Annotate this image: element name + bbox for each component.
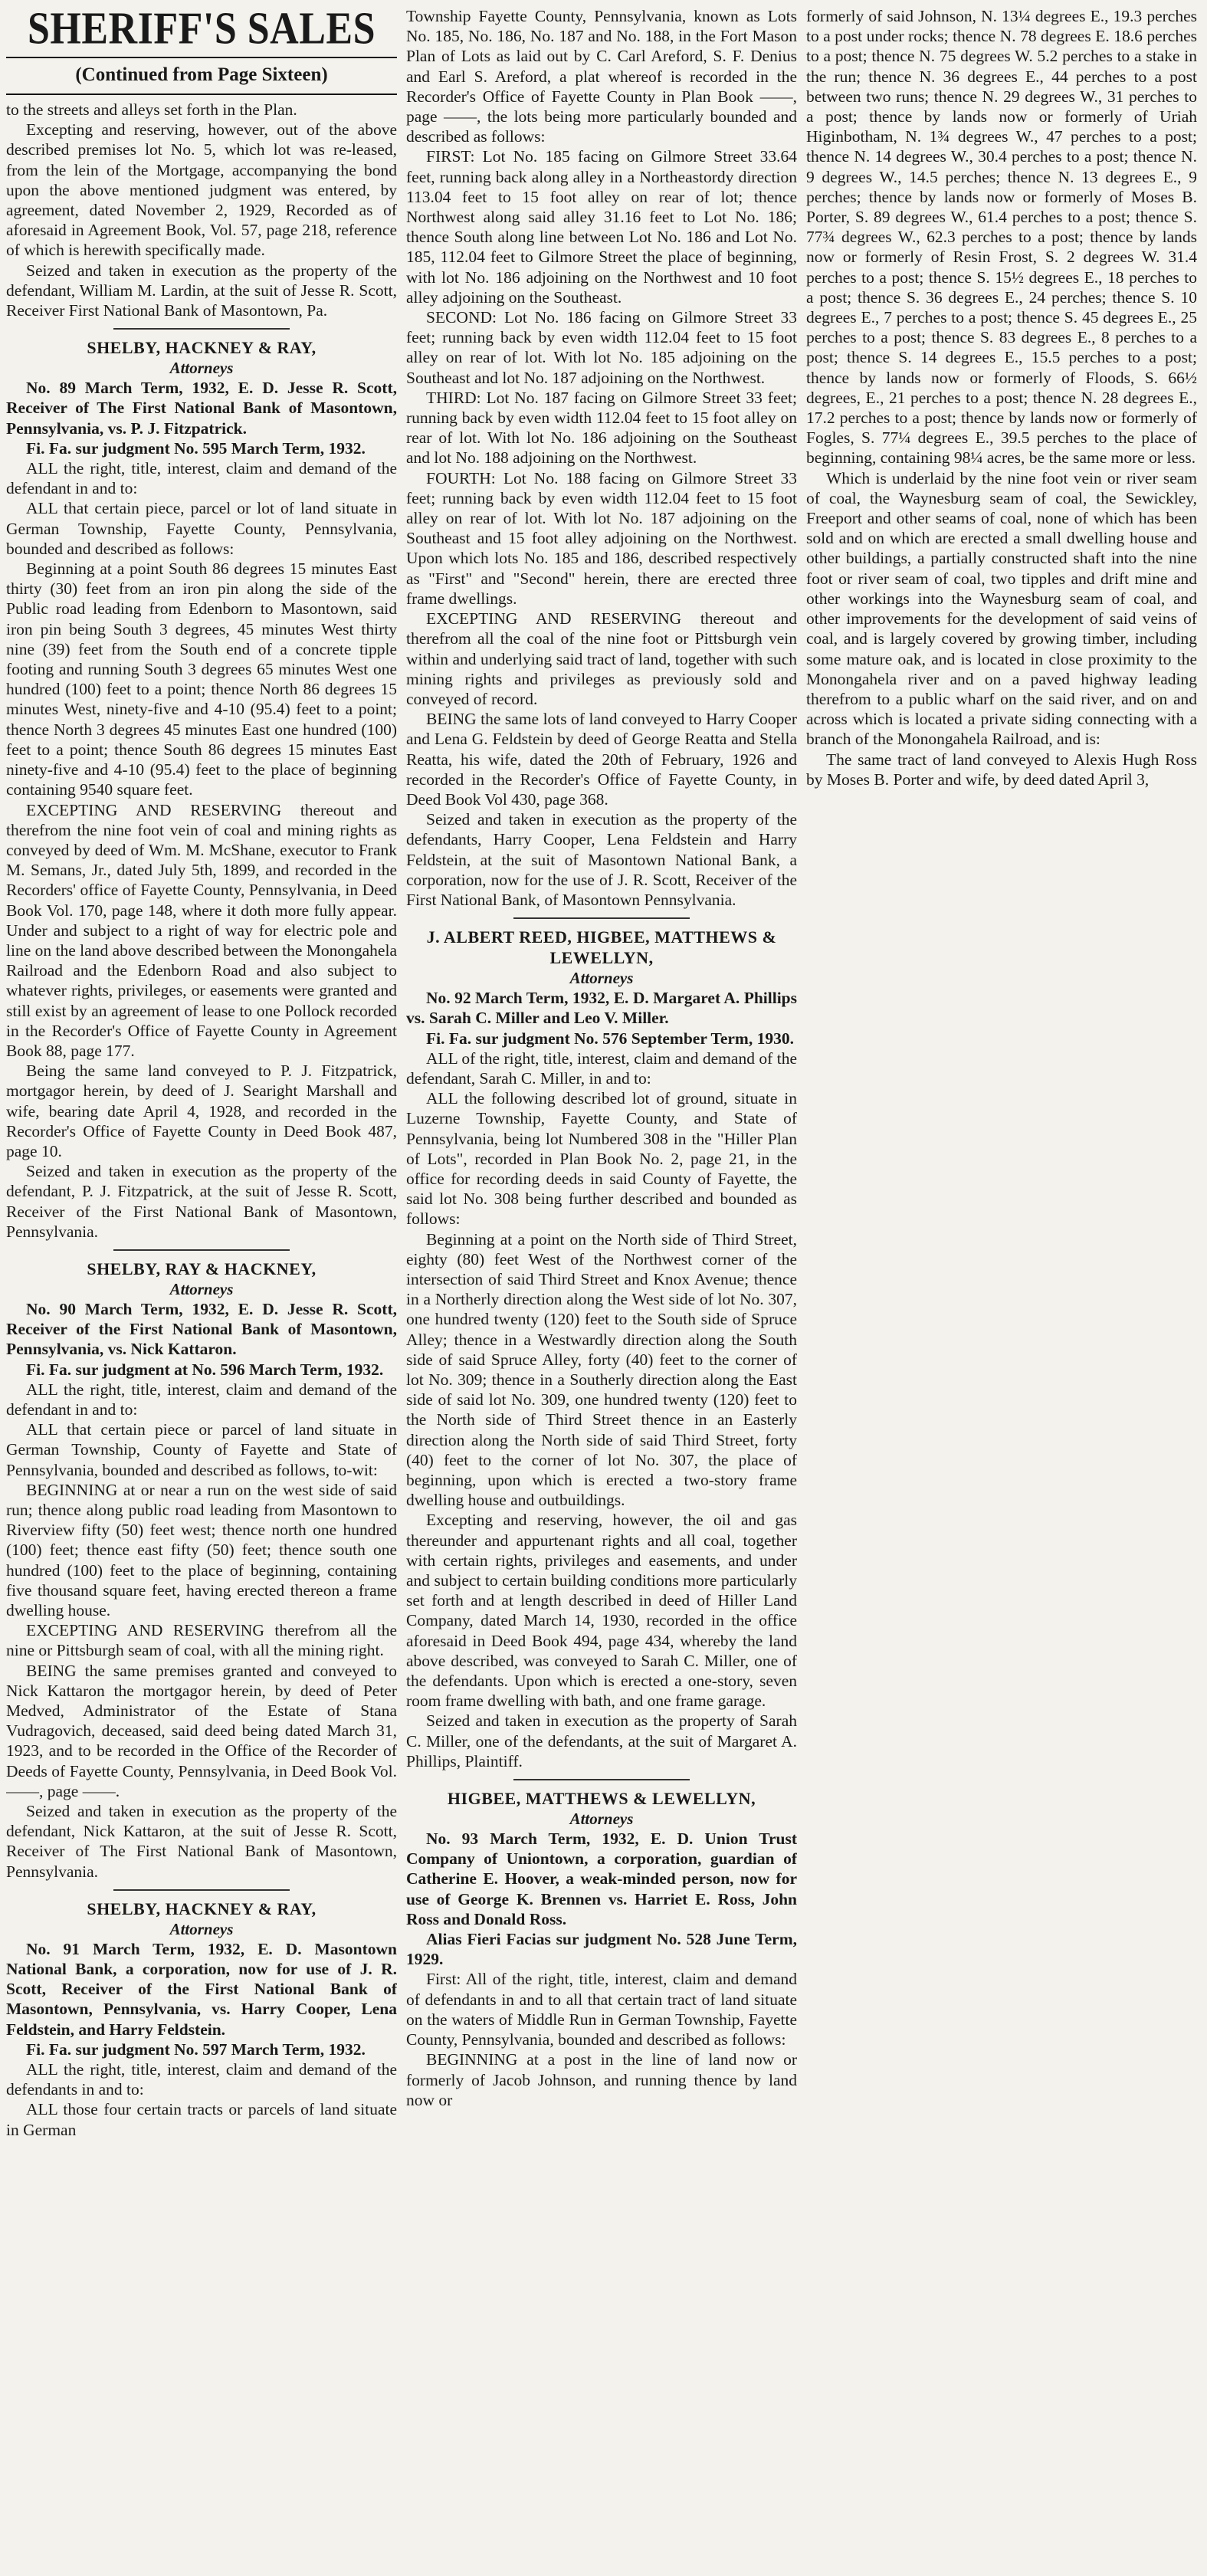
paragraph: The same tract of land conveyed to Alexis Hugh Ross by Moses B. Porter and wife, by deed dated April 3, <box>806 750 1197 789</box>
paragraph: Beginning at a point South 86 degrees 15 minutes East thirty (30) feet from an iron pin along the side of the Public road leading from Edenborn to Masontown, said iron pin being South 3 degrees, 45 minutes West thirty nine (39) feet from the South end of a concrete tipple footing and running South 3 degrees 65 minutes West one hundred (100) feet to a point; thence North 86 degrees 15 minutes West, ninety-five and 4-10 (95.4) feet to a point; thence North 3 degrees 45 minutes East one hundred (100) feet to a point; thence South 86 degrees 15 minutes East ninety-five and 4-10 (95.4) feet to the place of beginning containing 9540 square feet. <box>6 560 397 799</box>
paragraph: ALL the following described lot of ground, situate in Luzerne Township, Fayette County, and State of Pennsylvania, being lot Numbered 308 in the "Hiller Plan of Lots", recorded in Plan Book No. 2, page 21, in the office for recording deeds in said County of Fayette, the said lot No. 308 being further described and bounded as follows: <box>406 1089 797 1229</box>
attorneys-label: Attorneys <box>569 1810 634 1829</box>
writ-line: Fi. Fa. sur judgment at No. 596 March Term, 1932. <box>26 1360 384 1379</box>
paragraph: Seized and taken in execution as the property of Sarah C. Miller, one of the defendants, at the suit of Margaret A. Phillips, Plaintiff. <box>406 1711 797 1770</box>
paragraph: to the streets and alleys set forth in the Plan. <box>6 100 297 119</box>
paragraph: ALL those four certain tracts or parcels of land situate in German <box>6 2100 397 2139</box>
paragraph: ALL of the right, title, interest, claim and demand of the defendant, Sarah C. Miller, in and to: <box>406 1048 797 1088</box>
case-heading: No. 93 March Term, 1932, E. D. Union Trust Company of Uniontown, a corporation, guardian of Catherine E. Hoover, a weak-minded person, now for use of George K. Brennen vs. Harriet E. Ross, John Ross and Donald Ross. <box>406 1829 797 1928</box>
subtitle-divider <box>6 94 397 95</box>
section-divider <box>513 917 690 919</box>
case-heading: No. 90 March Term, 1932, E. D. Jesse R. Scott, Receiver of the First National Bank of Masontown, Pennsylvania, vs. Nick Kattaron. <box>6 1299 397 1359</box>
paragraph: Which is underlaid by the nine foot vein or river seam of coal, the Waynesburg seam of coal, the Sewickley, Freeport and other seams of coal, none of which has been sold and on which are erected a small dwelling house and other buildings, a partially constructed shaft into the nine foot or river seam of coal, two tipples and drift mine and other workings into the Waynesburg seam of coal, and other improvements for the development of said veins of coal, and is largely covered by growing timber, including some mature oak, and is located in close proximity to the Monongahela river and on a paved highway leading therefrom to a public wharf on the said river, and on and across which is located a private siding connecting with a branch of the Monongahela Railroad, and is: <box>806 468 1197 749</box>
case-heading: No. 89 March Term, 1932, E. D. Jesse R. Scott, Receiver of The First National Bank of Masontown, Pennsylvania, vs. P. J. Fitzpatrick. <box>6 379 397 438</box>
paragraph: Excepting and reserving, however, out of the above described premises lot No. 5, which lot was re-leased, from the lein of the Mortgage, accompanying the bond upon the above mentioned judgment was entered, by agreement, dated November 2, 1929, Recorded as of aforesaid in Agreement Book, Vol. 57, page 218, reference of which is herewith specifically made. <box>6 120 397 260</box>
firm-name: J. ALBERT REED, HIGBEE, MATTHEWS & LEWELLYN, <box>426 927 777 968</box>
firm-name: HIGBEE, MATTHEWS & LEWELLYN, <box>447 1789 756 1809</box>
case-heading: No. 92 March Term, 1932, E. D. Margaret A. Phillips vs. Sarah C. Miller and Leo V. Miller. <box>406 989 797 1028</box>
paragraph: ALL that certain piece, parcel or lot of land situate in German Township, Fayette County, Pennsylvania, bounded and described as follows: <box>6 499 397 558</box>
paragraph: FOURTH: Lot No. 188 facing on Gilmore Street 33 feet; running back by even width 112.04 feet to 15 foot alley on rear of lot. With lot No. 187 adjoining on the Southeast and 15 foot alley adjoining on the Northwest. Upon which lots No. 185 and 186, described respectively as "First" and "Second" herein, there are erected three frame dwellings. <box>406 468 797 608</box>
firm-name: SHELBY, HACKNEY & RAY, <box>87 1898 317 1918</box>
title-divider <box>6 57 397 58</box>
paragraph: SECOND: Lot No. 186 facing on Gilmore Street 33 feet; running back by even width 112.04 feet to 15 foot alley on rear of lot. With lot No. 185 adjoining on the Southeast and lot No. 187 adjoining on the Northwest. <box>406 308 797 387</box>
paragraph: First: All of the right, title, interest, claim and demand of defendants in and to all that certain tract of land situate on the waters of Middle Run in German Township, Fayette County, Pennsylvania, bounded and described as follows: <box>406 1970 797 2049</box>
paragraph: BEING the same lots of land conveyed to Harry Cooper and Lena G. Feldstein by deed of George Reatta and Stella Reatta, his wife, dated the 20th of February, 1926 and recorded in the Recorder's Office of Fayette County, in Deed Book Vol 430, page 368. <box>406 710 797 809</box>
paragraph: formerly of said Johnson, N. 13¼ degrees E., 19.3 perches to a post under rocks; thence N. 78 degrees E. 18.6 perches to a post; thence N. 75 degrees W. 5.2 perches to a stake in the run; thence N. 36 degrees E., 44 perches to a post between two runs; thence N. 29 degrees W., 31 perches to a post; thence by lands now or formerly of Uriah Higinbotham, N. 1¾ degrees W., 47 perches to a post; thence N. 14 degrees W., 30.4 perches to a post; thence N. 9 degrees W., 14.5 perches; thence N. 13 degrees E., 9 perches; thence by lands now or formerly of Moses B. Porter, S. 89 degrees W., 61.4 perches to a post; thence S. 77¾ degrees W., 62.3 perches to a post; thence by lands now or formerly of Resin Frost, S. 2 degrees W. 31.4 perches to a post; thence S. 15½ degrees E., 18 perches to a post; thence S. 36 degrees E., 24 perches; thence S. 10 degrees E., 7 perches to a post; thence S. 45 degrees E., 25 perches to a post; thence S. 83 degrees E., 8 perches to a post; thence S. 14 degrees E., 15.5 perches to a post; thence by lands now or formerly of Floods, S. 66½ degrees, E., 21 perches to a post; thence N. 28 degrees E., 17.2 perches to a post; thence by lands now or formerly of Fogles, S. 77¼ degrees E., 39.5 perches to the place of beginning, containing 98¼ acres, be the same more or less. <box>806 7 1197 468</box>
column-3 <box>806 6 1197 2576</box>
paragraph: Excepting and reserving, however, the oil and gas thereunder and appurtenant rights and all coal, together with certain rights, privileges and easements, and under and subject to certain building conditions more particularly set forth and at length described in deed of Hiller Land Company, dated March 14, 1930, recorded in the office aforesaid in Deed Book 494, page 434, whereby the land above described, was conveyed to Sarah C. Miller, one of the defendants. Upon which is erected a one-story, seven room frame dwelling with bath, and one frame garage. <box>406 1511 797 1711</box>
paragraph: Seized and taken in execution as the property of the defendant, P. J. Fitzpatrick, at the suit of Jesse R. Scott, Receiver of the First National Bank of Masontown, Pennsylvania. <box>6 1162 397 1241</box>
section-divider <box>113 1889 290 1891</box>
firm-name: SHELBY, HACKNEY & RAY, <box>87 338 317 358</box>
page-subtitle: (Continued from Page Sixteen) <box>75 64 328 85</box>
paragraph: ALL that certain piece or parcel of land situate in German Township, County of Fayette and State of Pennsylvania, bounded and described as follows, to-wit: <box>6 1420 397 1479</box>
section-divider <box>113 328 290 330</box>
section-divider <box>513 1779 690 1780</box>
writ-line: Fi. Fa. sur judgment No. 597 March Term, 1932. <box>26 2039 366 2059</box>
paragraph: BEGINNING at or near a run on the west side of said run; thence along public road leading from Masontown to Riverview fifty (50) feet west; thence north one hundred (100) feet; thence east fifty (50) feet; thence south one hundred (100) feet to the place of beginning, containing five thousand square feet, having erected thereon a frame dwelling house. <box>6 1480 397 1620</box>
page-title: SHERIFF'S SALES <box>28 6 376 54</box>
case-heading: No. 91 March Term, 1932, E. D. Masontown National Bank, a corporation, now for use of J. R. Scott, Receiver of the First National Bank of Masontown, Pennsylvania, vs. Harry Cooper, Lena Feldstein, and Harry Feldstein. <box>6 1939 397 2039</box>
section-divider <box>113 1249 290 1251</box>
paragraph: BEING the same premises granted and conveyed to Nick Kattaron the mortgagor herein, by deed of Peter Medved, Administrator of the Estate of Stana Vudragovich, deceased, said deed being dated March 31, 1923, and to be recorded in the Office of the Recorder of Deeds of Fayette County, Pennsylvania, in Deed Book Vol. ——, page ——. <box>6 1661 397 1800</box>
attorneys-label: Attorneys <box>169 1919 234 1938</box>
paragraph: Seized and taken in execution as the property of the defendants, Harry Cooper, Lena Feldstein and Harry Feldstein, at the suit of Masontown National Bank, a corporation, now for the use of J. R. Scott, Receiver of the First National Bank, of Masontown Pennsylvania. <box>406 810 797 909</box>
paragraph: Being the same land conveyed to P. J. Fitzpatrick, mortgagor herein, by deed of J. Searight Marshall and wife, bearing date April 4, 1928, and recorded in the Recorder's Office of Fayette County in Deed Book 487, page 10. <box>6 1062 397 1160</box>
paragraph: Beginning at a point on the North side of Third Street, eighty (80) feet West of the Northwest corner of the intersection of said Third Street and Knox Avenue; thence in a Northerly direction along the West side of lot No. 307, one hundred twenty (120) feet to the South side of Spruce Alley; thence in a Westwardly direction along the South side of said Spruce Alley, forty (40) feet to the corner of lot No. 309; thence in a Southerly direction along the East side of said lot No. 309, one hundred twenty (120) feet to the North side of Third Street thence in an Easterly direction along the North side of said Third Street, forty (40) feet to the corner of lot No. 307, the place of beginning, upon which is erected a two-story frame dwelling house and outbuildings. <box>406 1229 797 1510</box>
attorneys-label: Attorneys <box>169 359 234 378</box>
paragraph: Seized and taken in execution as the property of the defendant, Nick Kattaron, at the suit of Jesse R. Scott, Receiver of The First National Bank of Masontown, Pennsylvania. <box>6 1802 397 1881</box>
column-2 <box>406 6 797 2576</box>
firm-name: SHELBY, RAY & HACKNEY, <box>87 1258 317 1278</box>
attorneys-label: Attorneys <box>569 969 634 988</box>
paragraph: Seized and taken in execution as the property of the defendant, William M. Lardin, at the suit of Jesse R. Scott, Receiver First National Bank of Masontown, Pa. <box>6 261 397 320</box>
writ-line: Fi. Fa. sur judgment No. 595 March Term, 1932. <box>26 438 366 458</box>
paragraph: EXCEPTING AND RESERVING therefrom all the nine or Pittsburgh seam of coal, with all the mining right. <box>6 1621 397 1660</box>
paragraph: ALL the right, title, interest, claim and demand of the defendants in and to: <box>6 2060 397 2099</box>
paragraph: FIRST: Lot No. 185 facing on Gilmore Street 33.64 feet, running back along alley in a Northeastordy direction 113.04 feet to 15 foot alley on rear of lot; thence Northwest along said alley 31.16 feet to Lot No. 186; thence South along line between Lot No. 186 and Lot No. 185, 112.04 feet to Gilmore Street the place of beginning, with lot No. 186 adjoining on the Northwest and 10 foot alley adjoining on the Southeast. <box>406 147 797 307</box>
attorneys-label: Attorneys <box>169 1279 234 1298</box>
paragraph: Township Fayette County, Pennsylvania, known as Lots No. 185, No. 186, No. 187 and No. 188, in the Fort Mason Plan of Lots as laid out by C. Carl Areford, S. F. Denius and Earl S. Areford, a plat whereof is recorded in the Recorder's Office of Fayette County in Plan Book ——, page ——, the lots being more particularly bounded and described as follows: <box>406 7 797 146</box>
column-1 <box>6 6 397 2576</box>
paragraph: THIRD: Lot No. 187 facing on Gilmore Street 33 feet; running back by even width 112.04 feet to 15 foot alley on rear of lot. With lot No. 186 adjoining on the Southeast and lot No. 188 adjoining on the Northwest. <box>406 388 797 468</box>
writ-line: Fi. Fa. sur judgment No. 576 September Term, 1930. <box>426 1029 794 1048</box>
writ-line: Alias Fieri Facias sur judgment No. 528 June Term, 1929. <box>406 1930 797 1969</box>
paragraph: EXCEPTING AND RESERVING thereout and therefrom the nine foot vein of coal and mining rights as conveyed by deed of Wm. M. McShane, executor to Frank M. Semans, Jr., dated July 5th, 1899, and recorded in the Recorders' office of Fayette County, Pennsylvania, in Deed Book Vol. 170, page 148, where it doth more fully appear. Under and subject to a right of way for electric pole and line on the land above described between the Monongahela Railroad and the Edenborn Road and also subject to whatever rights, privileges, or easements were granted and still exist by an agreement of lease to one Pollock recorded in the Recorder's Office of Fayette County in Agreement Book 88, page 177. <box>6 800 397 1060</box>
paragraph: BEGINNING at a post in the line of land now or formerly of Jacob Johnson, and running thence by land now or <box>406 2050 797 2109</box>
paragraph: EXCEPTING AND RESERVING thereout and therefrom all the coal of the nine foot or Pittsburgh vein within and underlying said tract of land, together with such mining rights and privileges as previously sold and conveyed of record. <box>406 609 797 708</box>
paragraph: ALL the right, title, interest, claim and demand of the defendant in and to: <box>6 1380 397 1419</box>
paragraph: ALL the right, title, interest, claim and demand of the defendant in and to: <box>6 459 397 498</box>
